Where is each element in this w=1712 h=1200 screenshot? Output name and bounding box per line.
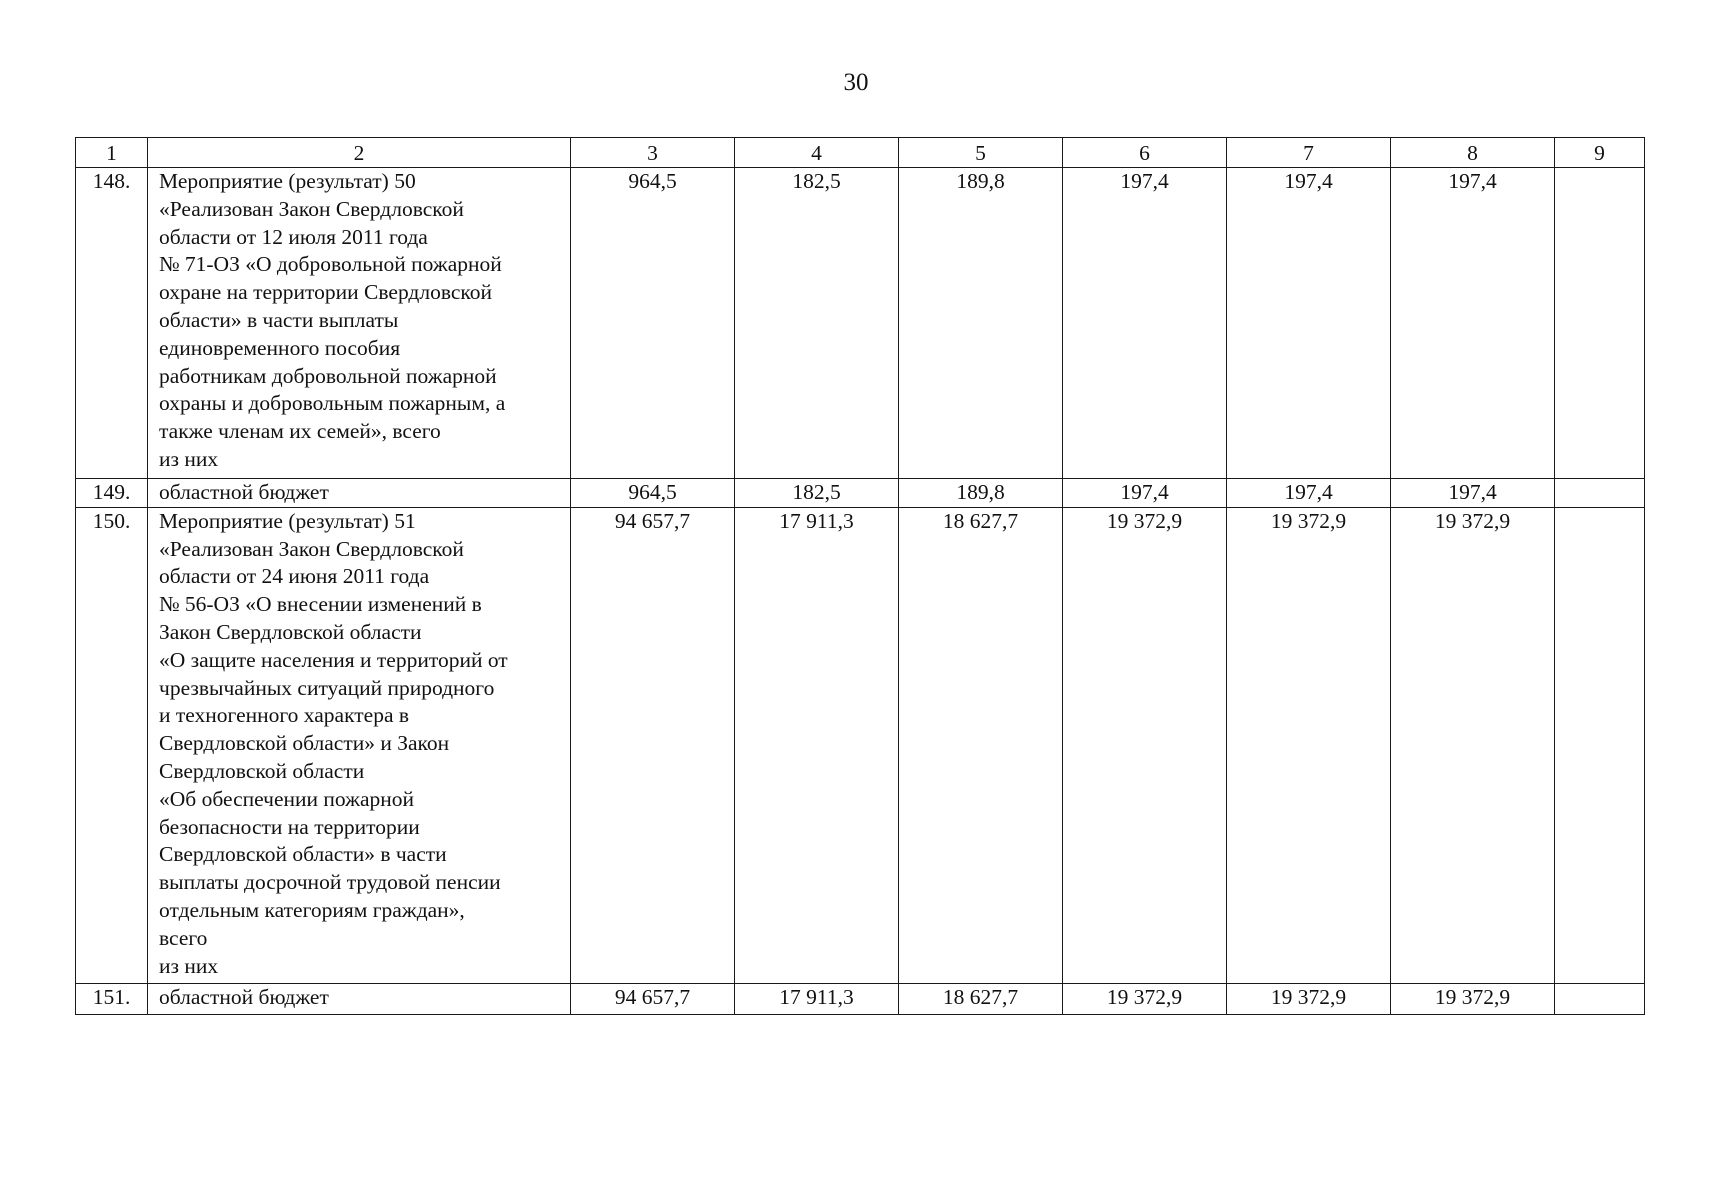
row-description: [148, 479, 571, 508]
row-description: [148, 507, 571, 983]
description-line: также членам их семей», всего: [159, 419, 441, 444]
value-cell: 19 372,9: [1391, 983, 1555, 1014]
value-cell: 19 372,9: [1063, 507, 1227, 983]
column-header: 6: [1063, 138, 1227, 168]
description-line: безопасности на территории: [159, 814, 420, 839]
value-cell: [1555, 168, 1645, 479]
value-cell: 189,8: [899, 479, 1063, 508]
description-line: области от 12 июля 2011 года: [159, 224, 428, 249]
budget-table: [75, 137, 1645, 1015]
value-cell: 197,4: [1391, 168, 1555, 479]
row-number: 151.: [76, 983, 148, 1014]
value-cell: 197,4: [1063, 168, 1227, 479]
table-row: [76, 983, 1645, 1014]
column-header: 9: [1555, 138, 1645, 168]
value-cell: 182,5: [735, 168, 899, 479]
column-header: 1: [76, 138, 148, 168]
row-number: 148.: [76, 168, 148, 479]
description-line: работникам добровольной пожарной: [159, 363, 497, 388]
table-row: [76, 168, 1645, 479]
description-line: областной бюджет: [159, 984, 329, 1009]
row-number: 150.: [76, 507, 148, 983]
value-cell: 94 657,7: [571, 983, 735, 1014]
column-header: 8: [1391, 138, 1555, 168]
description-line: № 56-ОЗ «О внесении изменений в: [159, 592, 482, 617]
column-header: 4: [735, 138, 899, 168]
description-line: из них: [159, 953, 219, 978]
column-header: 7: [1227, 138, 1391, 168]
description-line: из них: [159, 446, 219, 471]
column-header: 2: [148, 138, 571, 168]
column-number-header-row: [76, 138, 1645, 168]
description-line: Закон Свердловской области: [159, 619, 422, 644]
column-header: 3: [571, 138, 735, 168]
description-line: Свердловской области» и Закон: [159, 731, 450, 756]
value-cell: 19 372,9: [1063, 983, 1227, 1014]
value-cell: 19 372,9: [1227, 983, 1391, 1014]
page-number: 30: [843, 69, 869, 96]
description-line: областной бюджет: [159, 480, 329, 504]
description-line: «О защите населения и территорий от: [159, 647, 508, 672]
value-cell: 964,5: [571, 168, 735, 479]
value-cell: 182,5: [735, 479, 899, 508]
description-line: всего: [159, 925, 208, 950]
description-line: выплаты досрочной трудовой пенсии: [159, 870, 501, 895]
description-line: охране на территории Свердловской: [159, 280, 493, 305]
description-line: области» в части выплаты: [159, 307, 399, 332]
value-cell: 197,4: [1063, 479, 1227, 508]
description-line: чрезвычайных ситуаций природного: [159, 675, 495, 700]
value-cell: [1555, 479, 1645, 508]
value-cell: 17 911,3: [735, 983, 899, 1014]
column-header: 5: [899, 138, 1063, 168]
row-number: 149.: [76, 479, 148, 508]
value-cell: 964,5: [571, 479, 735, 508]
value-cell: 18 627,7: [899, 507, 1063, 983]
description-line: № 71-ОЗ «О добровольной пожарной: [159, 252, 502, 277]
description-line: Мероприятие (результат) 51: [159, 508, 416, 533]
description-line: Свердловской области» в части: [159, 842, 447, 867]
value-cell: [1555, 983, 1645, 1014]
value-cell: 17 911,3: [735, 507, 899, 983]
table-row: [76, 479, 1645, 508]
value-cell: 197,4: [1391, 479, 1555, 508]
row-description: [148, 168, 571, 479]
value-cell: 94 657,7: [571, 507, 735, 983]
value-cell: 197,4: [1227, 479, 1391, 508]
description-line: «Об обеспечении пожарной: [159, 786, 415, 811]
description-line: Свердловской области: [159, 758, 365, 783]
description-line: и техногенного характера в: [159, 703, 410, 728]
description-line: «Реализован Закон Свердловской: [159, 196, 464, 221]
value-cell: 18 627,7: [899, 983, 1063, 1014]
description-line: охраны и добровольным пожарным, а: [159, 391, 506, 416]
description-line: области от 24 июня 2011 года: [159, 564, 430, 589]
description-line: единовременного пособия: [159, 335, 401, 360]
table-row: [76, 507, 1645, 983]
value-cell: 197,4: [1227, 168, 1391, 479]
row-description: [148, 983, 571, 1014]
description-line: «Реализован Закон Свердловской: [159, 536, 464, 561]
description-line: отдельным категориям граждан»,: [159, 897, 465, 922]
value-cell: 19 372,9: [1227, 507, 1391, 983]
value-cell: [1555, 507, 1645, 983]
value-cell: 189,8: [899, 168, 1063, 479]
value-cell: 19 372,9: [1391, 507, 1555, 983]
description-line: Мероприятие (результат) 50: [159, 169, 416, 193]
